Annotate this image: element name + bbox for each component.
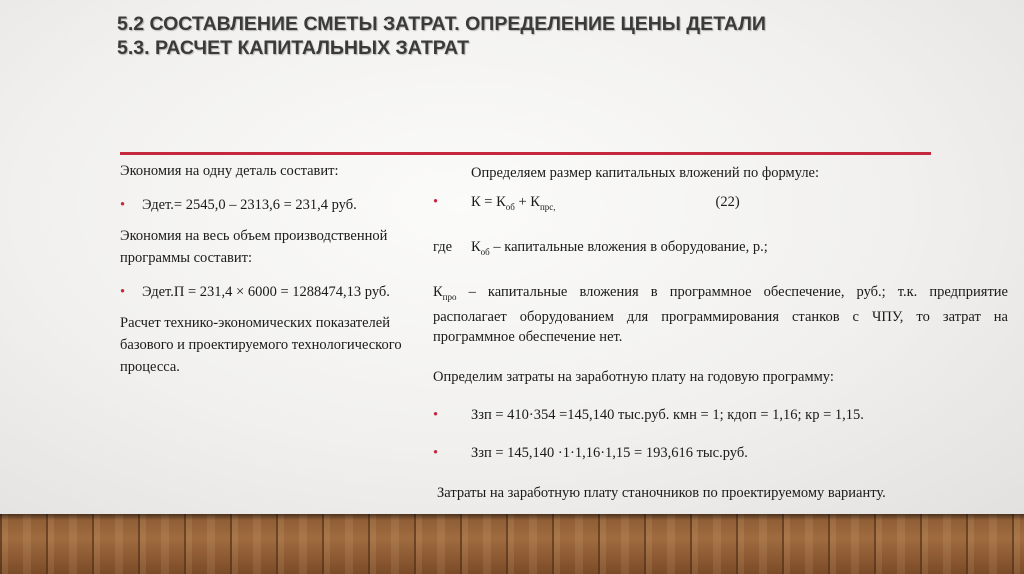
bullet-icon: • [120,284,126,300]
kpro-text: – капитальные вложения в программное обеспечение, руб.; т.к. предприятие располагает оборудованием для программирования станков с ЧПУ, то затрат на программное обеспечение нет. [433,283,1008,345]
economy-total-bullet [120,281,420,303]
economy-per-part-bullet [120,194,420,216]
title-line-2: 5.3. РАСЧЕТ КАПИТАЛЬНЫХ ЗАТРАТ [117,37,470,59]
title-divider [120,152,931,155]
bullet-icon: • [120,197,126,213]
salary-bullet-2 [433,443,1008,463]
where-label: где [433,238,453,255]
kpro-definition [433,282,1008,347]
formula-k: К = К [471,194,506,210]
kpro-sub: про [442,291,457,302]
kpro-k: К [433,283,443,300]
right-column [433,163,1008,503]
formula-sub-ob: об [505,201,515,212]
economy-per-part-formula: Эдет.= 2545,0 – 2313,6 = 231,4 руб. [142,197,357,213]
salary-intro: Определим затраты на заработную плату на годовую программу: [433,368,834,385]
slide-title [117,12,917,60]
economy-total-formula: Эдет.П = 231,4 × 6000 = 1288474,13 руб. [142,284,390,300]
bullet-icon: • [433,194,439,210]
bullet-icon: • [433,444,439,461]
capital-formula [433,192,1008,217]
wooden-floor [0,514,1024,574]
where-text: – капитальные вложения в оборудование, р.; [489,238,768,255]
where-k: К [471,238,481,255]
title-line-1: 5.2 СОСТАВЛЕНИЕ СМЕТЫ ЗАТРАТ. ОПРЕДЕЛЕНИЕ ЦЕНЫ ДЕТАЛИ [117,13,766,35]
economy-total-text: Экономия на весь объем производственной программы составит: [120,228,388,266]
salary-bullet-1 [433,405,1008,425]
where-definition [433,237,1008,262]
formula-sub-prs: прс, [539,201,556,212]
formula-number: (22) [715,194,740,210]
bullet-icon: • [433,406,439,423]
salary-formula-2: Ззп = 145,140 ·1·1,16·1,15 = 193,616 тыс.руб. [471,444,748,461]
salary-formula-1: Ззп = 410·354 =145,140 тыс.руб. кмн = 1; кдоп = 1,16; кр = 1,15. [471,406,864,423]
calculation-note: Расчет технико-экономических показателей базового и проектируемого технологического процесса. [120,315,402,375]
capital-intro: Определяем размер капитальных вложений по формуле: [471,165,820,181]
formula-plus: + К [514,194,540,210]
salary-footer: Затраты на заработную плату станочников по проектируемому варианту. [437,484,886,501]
economy-per-part-text: Экономия на одну деталь составит: [120,163,339,179]
where-sub: об [480,246,490,257]
left-column [120,160,420,378]
